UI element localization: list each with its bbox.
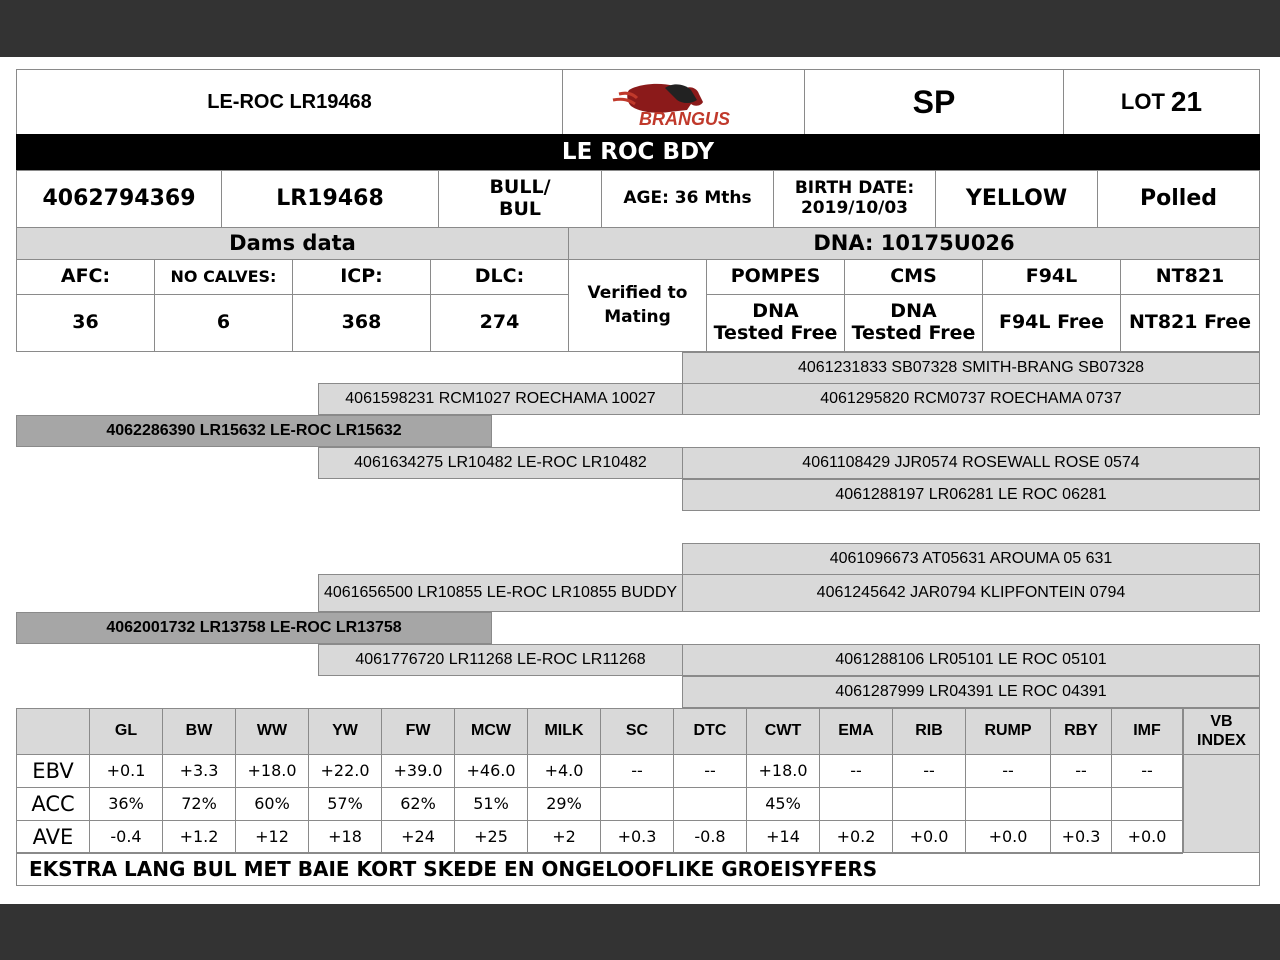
ebv-value-cell: 45% [746,787,820,821]
ebv-value-cell [673,787,747,821]
sex-line2: BUL [498,198,542,220]
dna-result-line2: Tested Free [713,322,838,344]
dams-afc-value: 36 [16,294,155,352]
dams-afc-label: AFC: [16,259,155,295]
ebv-value-cell [600,787,674,821]
dna-test-result [706,294,845,352]
dams-calves-label: NO CALVES: [154,259,293,295]
ebv-value-cell: +4.0 [527,754,601,788]
dna-test-result: NT821 Free [1120,294,1260,352]
ebv-value-cell: -0.4 [89,820,163,854]
vb-line1: VB [1210,713,1233,731]
ebv-value-cell: 57% [308,787,382,821]
ebv-column-header: IMF [1111,708,1183,755]
dams-calves-value: 6 [154,294,293,352]
ebv-value-cell: -- [892,754,966,788]
ebv-column-header: FW [381,708,455,755]
dna-result-line1: DNA [752,300,799,323]
pedigree-sire-sire-sire: 4061231833 SB07328 SMITH-BRANG SB07328 [682,352,1260,384]
ebv-value-cell: +0.1 [89,754,163,788]
dna-test-result [844,294,983,352]
dna-result-line1: DNA [890,300,937,323]
dna-test-name: NT821 [1120,259,1260,295]
pedigree-sire-sire: 4061598231 RCM1027 ROECHAMA 10027 [318,383,683,415]
ebv-value-cell: +0.2 [819,820,893,854]
ebv-value-cell: +14 [746,820,820,854]
ebv-value-cell: -- [965,754,1051,788]
ebv-column-header: SC [600,708,674,755]
vb-index-header [1183,708,1260,755]
ebv-value-cell: +39.0 [381,754,455,788]
ebv-value-cell: 51% [454,787,528,821]
ebv-value-cell: +0.3 [1050,820,1112,854]
sex-line1: BULL/ [489,176,551,199]
lot-text: LOT [1120,89,1165,115]
ebv-column-header: EMA [819,708,893,755]
pedigree-sire-sire-dam: 4061295820 RCM0737 ROECHAMA 0737 [682,383,1260,415]
ebv-value-cell: 29% [527,787,601,821]
dna-test-result: F94L Free [982,294,1121,352]
pedigree-dam-sire-sire: 4061096673 AT05631 AROUMA 05 631 [682,543,1260,575]
color-cell: YELLOW [935,170,1098,228]
vb-line2: INDEX [1197,731,1246,749]
bottom-dark-bar [0,904,1280,960]
ebv-column-header: RBY [1050,708,1112,755]
lot-label [1063,69,1260,135]
ebv-column-header: YW [308,708,382,755]
ebv-column-header: WW [235,708,309,755]
pedigree-sire-dam: 4061634275 LR10482 LE-ROC LR10482 [318,447,683,479]
ebv-column-header: GL [89,708,163,755]
ebv-column-header: BW [162,708,236,755]
svg-text:BRANGUS: BRANGUS [638,109,730,128]
ebv-value-cell: +3.3 [162,754,236,788]
vb-index-value [1183,754,1260,853]
comment-line: EKSTRA LANG BUL MET BAIE KORT SKEDE EN ONGELOOFLIKE GROEISYFERS [16,852,1260,886]
ebv-value-cell: 36% [89,787,163,821]
horn-status-cell: Polled [1097,170,1260,228]
ebv-value-cell: +12 [235,820,309,854]
sp-label: SP [804,69,1064,135]
dams-data-header: Dams data [16,227,569,260]
ebv-value-cell: +1.2 [162,820,236,854]
ebv-row-label: AVE [16,820,90,854]
ebv-row-label: EBV [16,754,90,788]
pedigree-dam-dam-dam: 4061287999 LR04391 LE ROC 04391 [682,676,1260,708]
ebv-value-cell: 72% [162,787,236,821]
pedigree-dam: 4062001732 LR13758 LE-ROC LR13758 [16,612,492,644]
ebv-column-header: CWT [746,708,820,755]
lot-number: 21 [1170,85,1203,117]
pedigree-sire: 4062286390 LR15632 LE-ROC LR15632 [16,415,492,447]
ebv-value-cell: +0.0 [965,820,1051,854]
verified-to-mating [568,259,707,352]
ebv-value-cell: +0.0 [892,820,966,854]
ebv-value-cell [819,787,893,821]
ebv-column-header: MILK [527,708,601,755]
ebv-value-cell: +18.0 [746,754,820,788]
ebv-row-label: ACC [16,787,90,821]
brangus-logo [562,69,805,135]
pedigree-dam-dam: 4061776720 LR11268 LE-ROC LR11268 [318,644,683,676]
pedigree-sire-dam-sire: 4061108429 JJR0574 ROSEWALL ROSE 0574 [682,447,1260,479]
bull-logo-icon [599,76,769,128]
ebv-value-cell: +0.3 [600,820,674,854]
ebv-value-cell: 60% [235,787,309,821]
ebv-value-cell: +18.0 [235,754,309,788]
birth-date-label: BIRTH DATE: [794,178,915,199]
ebv-value-cell: +25 [454,820,528,854]
ebv-value-cell: -- [600,754,674,788]
ebv-column-header: RUMP [965,708,1051,755]
top-dark-bar [0,0,1280,57]
birth-date-cell [773,170,936,228]
dams-icp-value: 368 [292,294,431,352]
animal-name: LE-ROC LR19468 [16,69,563,135]
ebv-column-header: RIB [892,708,966,755]
ebv-value-cell: -0.8 [673,820,747,854]
verified-line2: Mating [604,306,671,327]
dna-test-name: POMPES [706,259,845,295]
ebv-value-cell [1111,787,1183,821]
sex-cell [438,170,602,228]
pedigree-dam-sire: 4061656500 LR10855 LE-ROC LR10855 BUDDY [318,574,683,612]
ebv-column-header: MCW [454,708,528,755]
ebv-value-cell [892,787,966,821]
ebv-value-cell: +2 [527,820,601,854]
ebv-value-cell: -- [1111,754,1183,788]
ebv-value-cell [965,787,1051,821]
ebv-value-cell: +46.0 [454,754,528,788]
ebv-value-cell: +18 [308,820,382,854]
ebv-value-cell: +0.0 [1111,820,1183,854]
pedigree-dam-dam-sire: 4061288106 LR05101 LE ROC 05101 [682,644,1260,676]
ebv-column-header: DTC [673,708,747,755]
dna-header: DNA: 10175U026 [568,227,1260,260]
dna-test-name: F94L [982,259,1121,295]
dna-result-line2: Tested Free [851,322,976,344]
animal-title: LE ROC BDY [16,134,1260,171]
dna-test-name: CMS [844,259,983,295]
dams-dlc-label: DLC: [430,259,569,295]
tattoo-number: LR19468 [221,170,439,228]
registration-number: 4062794369 [16,170,222,228]
pedigree-dam-sire-dam: 4061245642 JAR0794 KLIPFONTEIN 0794 [682,574,1260,612]
ebv-value-cell: -- [673,754,747,788]
ebv-corner-cell [16,708,90,755]
ebv-value-cell: +22.0 [308,754,382,788]
ebv-value-cell: -- [819,754,893,788]
dams-icp-label: ICP: [292,259,431,295]
birth-date-value: 2019/10/03 [800,198,909,218]
ebv-value-cell: 62% [381,787,455,821]
age-cell: AGE: 36 Mths [601,170,774,228]
ebv-value-cell [1050,787,1112,821]
ebv-value-cell: +24 [381,820,455,854]
ebv-value-cell: -- [1050,754,1112,788]
pedigree-sire-dam-dam: 4061288197 LR06281 LE ROC 06281 [682,479,1260,511]
verified-line1: Verified to [587,282,688,303]
dams-dlc-value: 274 [430,294,569,352]
